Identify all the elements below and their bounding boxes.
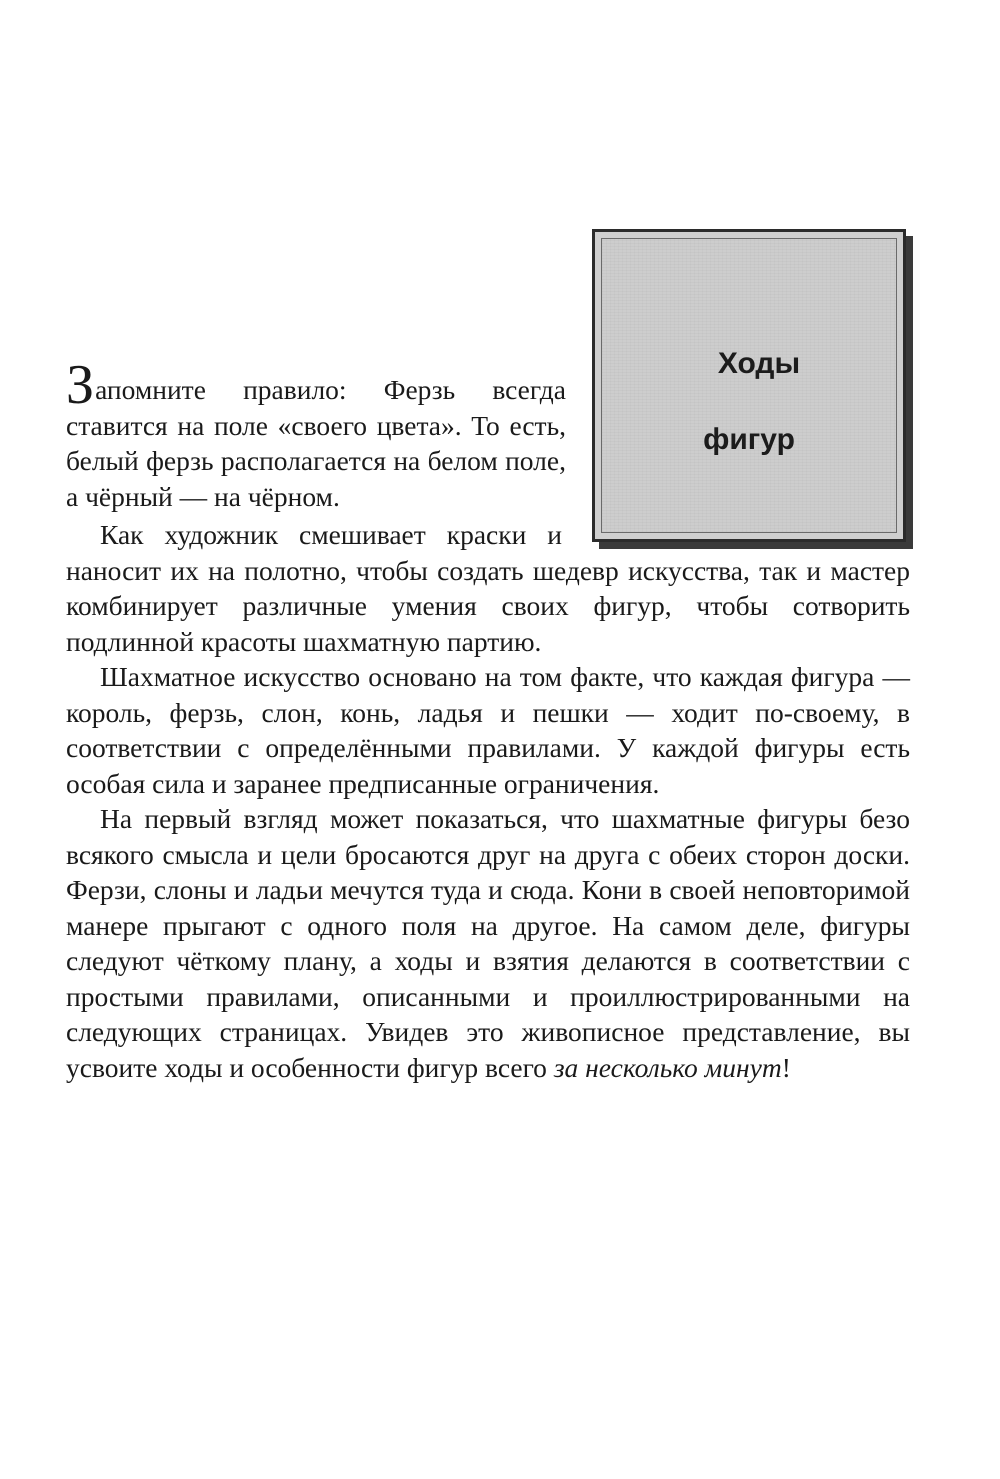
paragraph-chess-art: Шахматное искусство основано на том факте, что каждая фигура — король, ферзь, слон, конь, ладья и пешки — ходит по-своему, в соответствии с определёнными правилами. У каждой фигуры есть особая сила и заранее предписанные ограничения.	[66, 661, 910, 799]
title-box-clearance	[562, 517, 910, 551]
chapter-title-panel	[601, 238, 897, 533]
chapter-title-line-1: Ходы	[717, 347, 801, 380]
drop-cap: З	[66, 354, 95, 416]
paragraph-first-glance-text: На первый взгляд может показаться, что шахматные фигуры безо всякого смысла и цели бросаются друг на друга с обеих сторон доски. Ферзи, слоны и ладьи мечутся туда и сюда. Кони в своей неповторимой манере прыгают с одного поля на другое. На самом деле, фигуры следуют чёткому плану, а ходы и взятия делаются в соответствии с простыми правилами, описанными и проиллюстрированными на следующих страницах. Увидев это живописное представление, вы усвоите ходы и особенности фигур всего	[66, 803, 910, 1083]
main-text	[66, 517, 910, 1085]
paragraph-end-mark: !	[781, 1051, 791, 1083]
paragraph-first-glance	[66, 801, 910, 1085]
intro-text: апомните правило: Ферзь всегда ставится на поле «своего цвета». То есть, белый ферзь располагается на белом поле, а чёрный — на чёрном.	[66, 374, 566, 512]
intro-paragraph	[66, 354, 566, 514]
chapter-title-box	[592, 229, 906, 542]
chapter-title-line-2: фигур	[703, 423, 795, 456]
paragraph-artist: Как художник смешивает краски и наносит их на полотно, чтобы создать шедевр искусства, так и мастер комбинирует различные умения своих фигур, чтобы сотворить подлинной красоты шахматную партию.	[66, 519, 910, 657]
emphasis-few-minutes: за несколько минут	[553, 1051, 782, 1083]
